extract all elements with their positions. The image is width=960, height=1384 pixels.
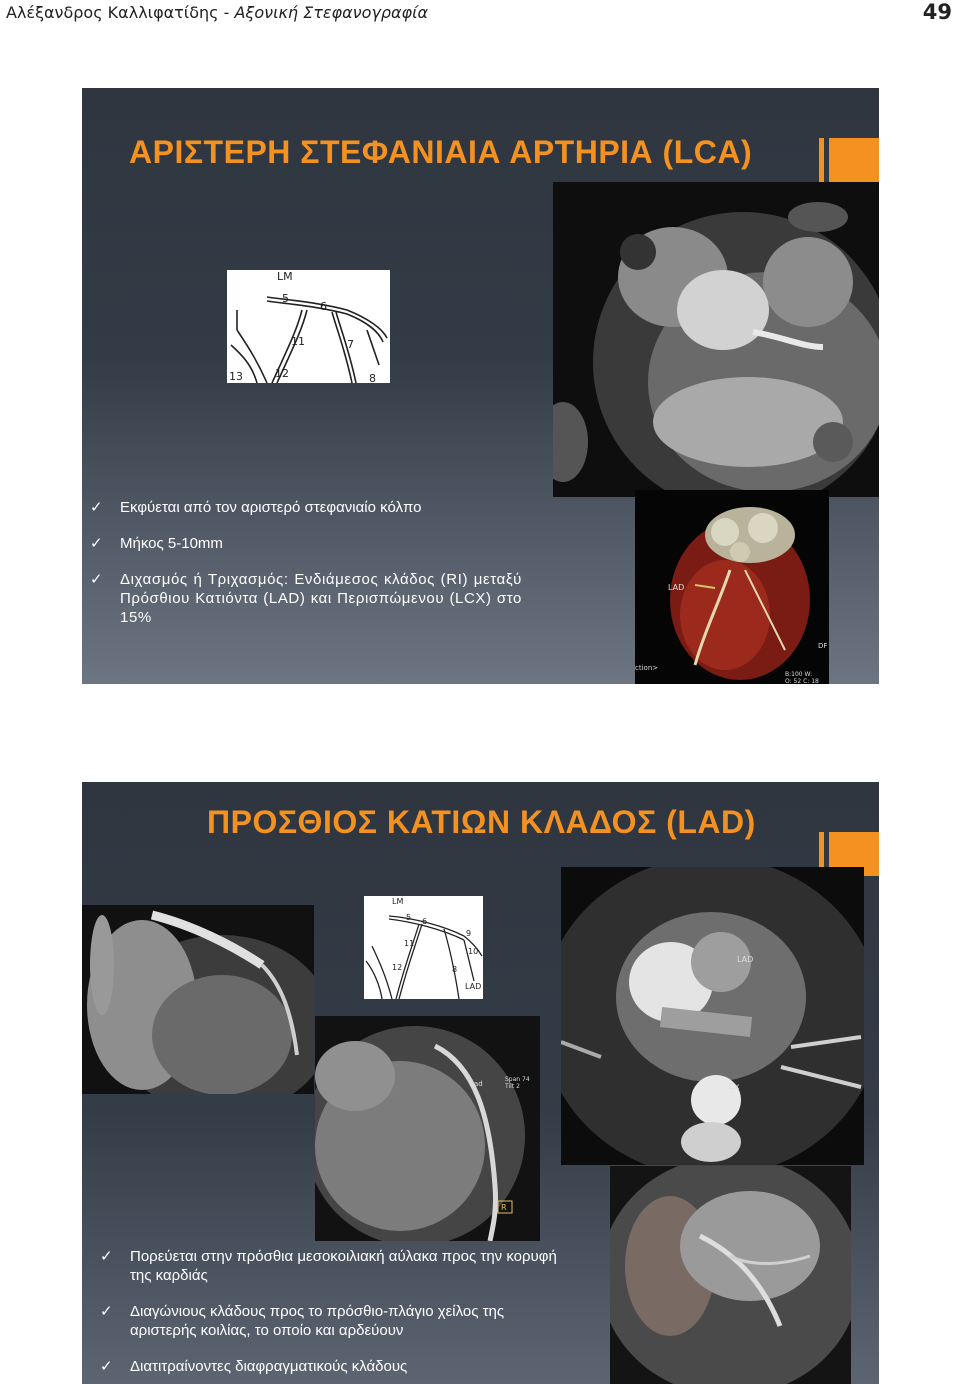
ct-axial-image [561, 867, 864, 1165]
diagram-label: 9 [466, 929, 472, 938]
diagram-label: LM [277, 270, 293, 283]
bullet-item: ✓ Διαγώνιους κλάδους προς το πρόσθιο-πλάγιο χείλος της αριστερής κοιλίας, το οποίο και αρδεύουν [100, 1303, 505, 1339]
diagram-label: 11 [291, 335, 305, 348]
check-icon: ✓ [90, 499, 103, 516]
check-icon: ✓ [100, 1248, 113, 1265]
bullet-item: ✓ Διατιτραίνοντες διαφραγματικούς κλάδους [100, 1358, 408, 1375]
span-label: Span 74 Tilt 2 [505, 1076, 530, 1091]
bullet-list [82, 498, 522, 644]
diagram-label: 5 [406, 913, 412, 922]
bullet-item: ✓ Εκφύεται από τον αριστερό στεφανιαίο κόλπο [90, 499, 422, 516]
lad-label: LAD [668, 583, 685, 592]
author-name: Αλέξανδρος Καλλιφατίδης - [6, 3, 235, 22]
diagram-label: 7 [347, 338, 354, 351]
lad-label: LAD [737, 955, 754, 964]
title-accent [819, 138, 879, 182]
diagram-label: 13 [229, 370, 243, 383]
slide-title: ΠΡΟΣΘΙΟΣ ΚΑΤΙΩΝ ΚΛΑΔΟΣ (LAD) [207, 804, 756, 840]
ct-axial-image [553, 182, 879, 497]
r-marker: R [501, 1203, 507, 1212]
diagram-label: 6 [320, 300, 327, 313]
check-icon: ✓ [90, 571, 104, 588]
diagram-label: 5 [282, 292, 289, 305]
check-icon: ✓ [100, 1358, 113, 1375]
diagram-label: 6 [422, 917, 428, 926]
heart-3d-render [635, 490, 829, 684]
ct-bottom-image [610, 1166, 851, 1384]
render-corner-text: ction> [635, 664, 659, 672]
bullet-item: ✓ Μήκος 5-10mm [90, 535, 223, 552]
slide-lca [82, 88, 879, 684]
book-title: Αξονική Στεφανογραφία [234, 3, 429, 22]
page-header [0, 0, 960, 26]
lad-small-label: Lad [470, 1080, 483, 1088]
diagram-label: LM [392, 897, 404, 906]
running-title [6, 3, 428, 22]
cx-label: Cx [729, 1082, 740, 1091]
render-info: B:100 W: O: 52 C: 18 [785, 671, 819, 684]
slide-lad [82, 782, 879, 1384]
check-icon: ✓ [90, 535, 103, 552]
page-number: 49 [922, 0, 952, 24]
bullet-item: ✓ Διχασμός ή Τριχασμός: Ενδιάμεσος κλάδος (RI) μεταξύ Πρόσθιου Κατιόντα (LAD) και Περισπώμενου (LCX) στο 15% [90, 571, 522, 626]
diagram-label: 10 [468, 947, 479, 956]
ct-oblique-left [82, 905, 314, 1094]
check-icon: ✓ [100, 1303, 113, 1320]
bullet-item: ✓ Πορεύεται στην πρόσθια μεσοκοιλιακή αύλακα προς την κορυφή της καρδιάς [100, 1248, 557, 1284]
diagram-label: LAD [465, 982, 482, 991]
render-tag: DF [818, 642, 828, 650]
diagram-label: 8 [369, 372, 376, 383]
coronary-diagram [227, 270, 390, 383]
slide-title: ΑΡΙΣΤΕΡΗ ΣΤΕΦΑΝΙΑΙΑ ΑΡΤΗΡΙΑ (LCA) [129, 134, 753, 170]
bullet-list [92, 1247, 562, 1384]
diagram-label: 11 [404, 939, 415, 948]
lad-branch-diagram [364, 896, 483, 999]
ct-curved-mpr [315, 1016, 540, 1241]
diagram-label: 12 [392, 963, 403, 972]
diagram-label: 12 [275, 367, 289, 380]
diagram-label: 8 [452, 965, 458, 974]
